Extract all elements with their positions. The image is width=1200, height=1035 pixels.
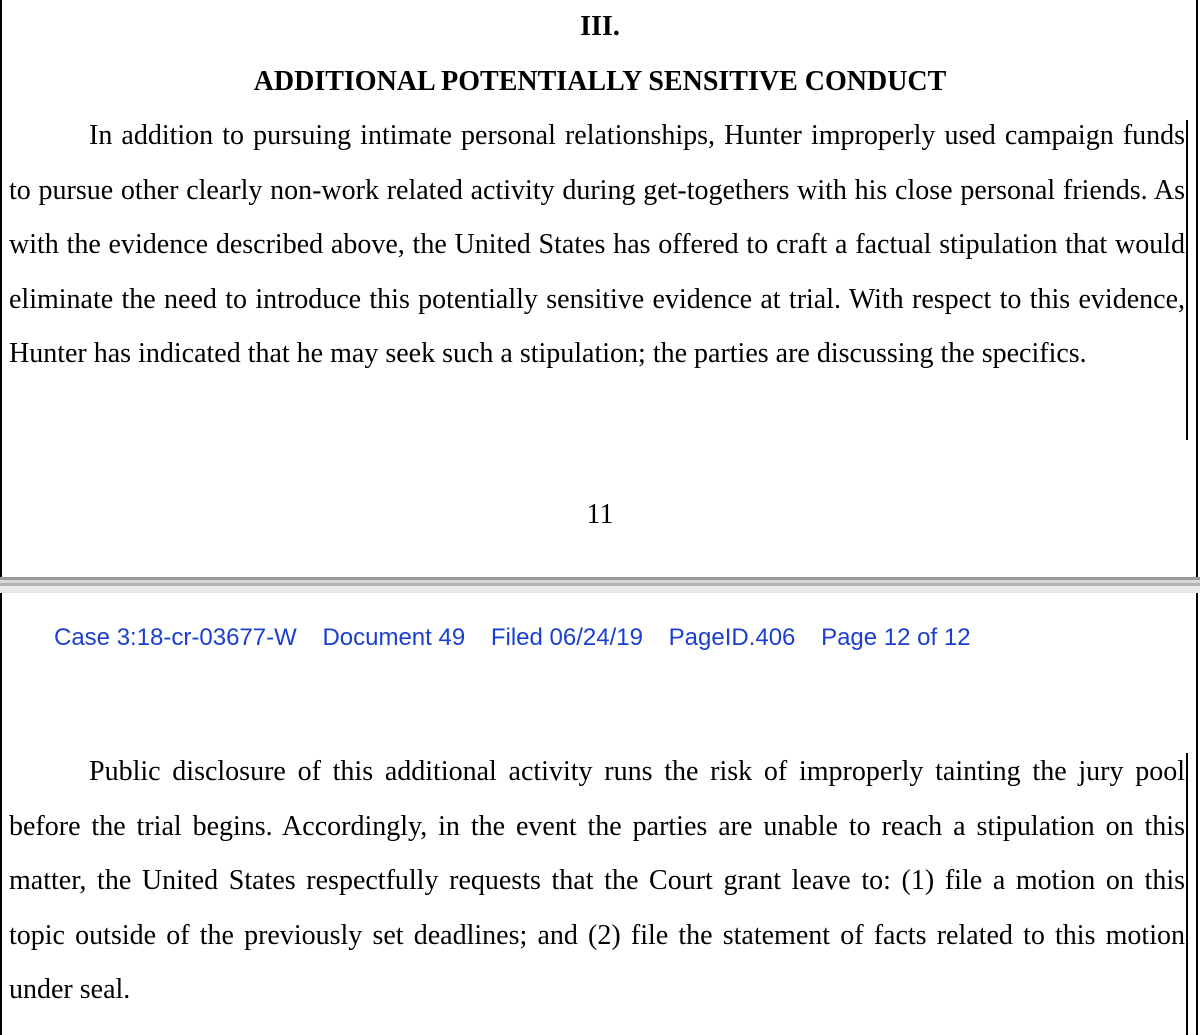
- section-number: III.: [580, 11, 620, 42]
- page-id: PageID.406: [668, 624, 796, 651]
- body-paragraph: Public disclosure of this additional activity runs the risk of improperly tainting the jury pool before the trial begins. Accordingly, in the event the parties are unable to reach a stipulation on this matter, the United States respectfully requests that the Court grant leave to: (1) file a motion on this topic outside of the previously set deadlines; and (2) file the statement of facts related to this motion under seal.: [9, 756, 1185, 1005]
- pleading-margin-rule: [1186, 120, 1188, 440]
- pleading-margin-rule: [1186, 753, 1188, 1035]
- body-paragraph: In addition to pursuing intimate personal relationships, Hunter improperly used campaign funds to pursue other clearly non-work related activity during get-togethers with his close personal friends. As with the evidence described above, the United States has offered to craft a factual stipulation that would eliminate the need to introduce this potentially sensitive evidence at trial. With respect to this evidence, Hunter has indicated that he may seek such a stipulation; the parties are discussing the specifics.: [9, 120, 1185, 369]
- case-header: [54, 624, 990, 652]
- page-count: Page 12 of 12: [821, 624, 971, 651]
- document-page-12: [0, 593, 1200, 1035]
- case-number: Case 3:18-cr-03677-W: [54, 624, 297, 651]
- document-number: Document 49: [322, 624, 466, 651]
- page-right-border: [1196, 593, 1198, 1035]
- page-break-divider: [0, 577, 1200, 593]
- page-left-border: [0, 593, 2, 1035]
- page-number: 11: [586, 499, 614, 530]
- filed-date: Filed 06/24/19: [490, 624, 643, 651]
- section-title: ADDITIONAL POTENTIALLY SENSITIVE CONDUCT: [253, 66, 947, 97]
